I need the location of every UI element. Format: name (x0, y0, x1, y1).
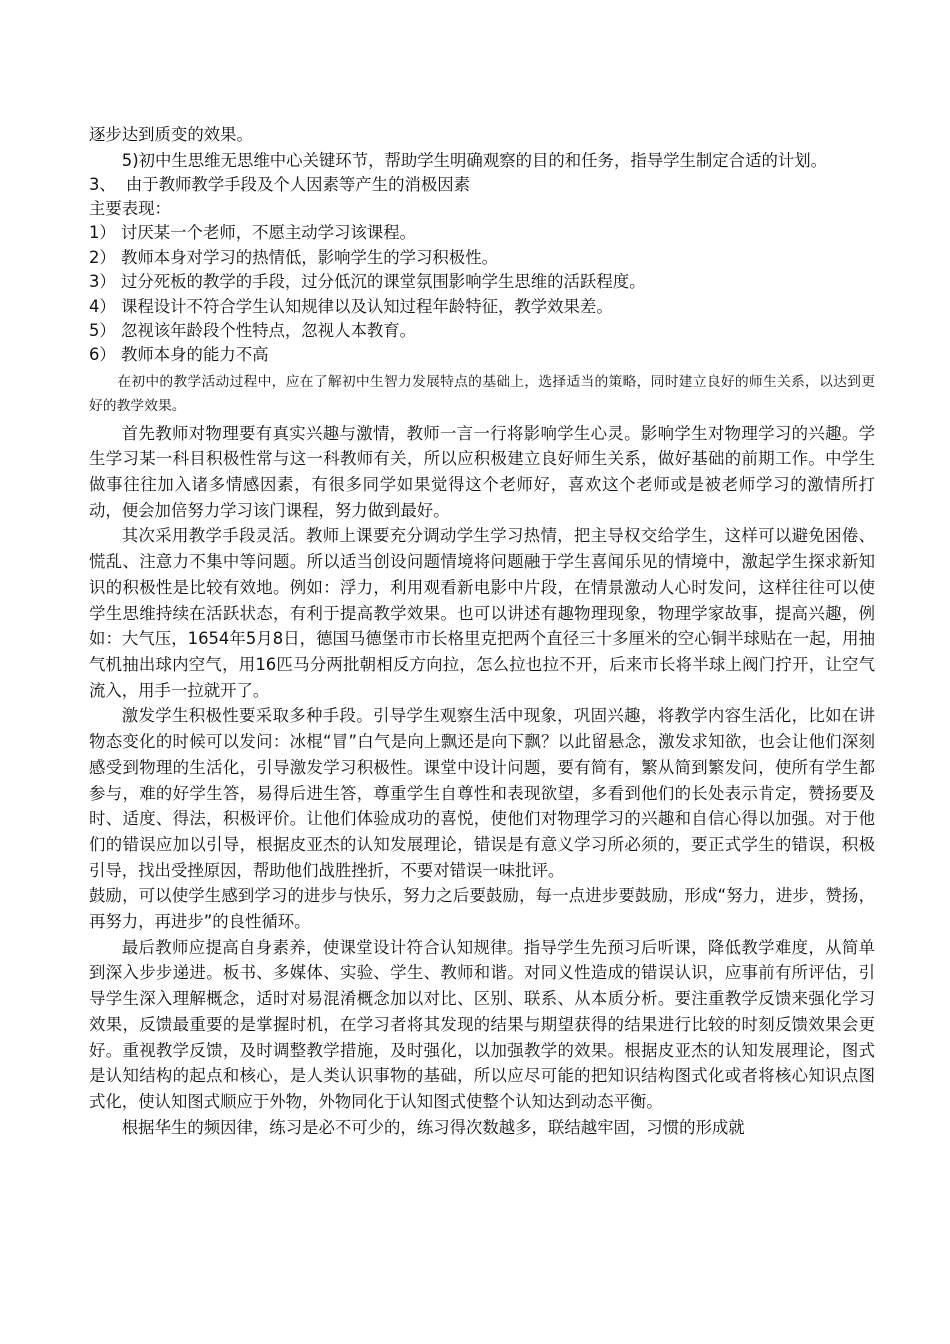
paragraph-last: 最后教师应提高自身素养，使课堂设计符合认知规律。指导学生先预习后听课，降低教学难度，从简单到深入步步递进。板书、多媒体、实验、学生、教师和谐。对同义性造成的错误认识，应事前有所评估，引导学生深入理解概念，适时对易混淆概念加以对比、区别、联系、从本质分析。要注重教学反馈来强化学习效果，反馈最重要的是掌握时机，在学习者将其发现的结果与期望获得的结果进行比较的时刻反馈效果会更好。重视教学反馈，及时调整教学措施，及时强化，以加强教学的效果。根据皮亚杰的认知发展理论，图式是认知结构的起点和核心，是人类认识事物的基础，所以应尽可能的把知识结构图式化或者将核心知识点图式化，使认知图式顺应于外物，外物同化于认知图式使整个认知达到动态平衡。 (89, 937, 875, 1111)
list-item-text: 课程设计不符合学生认知规律以及认知过程年龄特征，教学效果差。 (121, 296, 613, 316)
list-item-text: 忽视该年龄段个性特点，忽视人本教育。 (121, 321, 417, 341)
document-body (89, 122, 875, 1140)
section-heading (89, 173, 875, 197)
list-item-number: 3） (89, 272, 116, 292)
list-item (89, 221, 875, 245)
list-item-number: 5） (89, 321, 116, 341)
list-item (89, 270, 875, 294)
paragraph-point-5: 5)初中生思维无思维中心关键环节，帮助学生明确观察的目的和任务，指导学生制定合适的计划。 (121, 150, 828, 170)
section-number: 3、 (89, 175, 116, 195)
list-item-number: 4） (89, 296, 116, 316)
list-item-number: 2） (89, 247, 116, 267)
main-label: 主要表现： (89, 199, 171, 219)
paragraph-intro-small: 在初中的教学活动过程中，应在了解初中生智力发展特点的基础上，选择适当的策略，同时建立良好的师生关系，以达到更好的教学效果。 (89, 373, 875, 415)
list-item-number: 6） (89, 345, 116, 365)
list-item (89, 295, 875, 319)
list-item-number: 1） (89, 223, 116, 243)
list-item-text: 过分死板的教学的手段，过分低沉的课堂氛围影响学生思维的活跃程度。 (121, 272, 646, 292)
list-item (89, 246, 875, 270)
paragraph-encourage: 鼓励，可以使学生感到学习的进步与快乐，努力之后要鼓励，每一点进步要鼓励，形成“努力，进步，赞扬，再努力，再进步”的良性循环。 (89, 886, 875, 932)
paragraph-second: 其次采用教学手段灵活。教师上课要充分调动学生学习热情，把主导权交给学生，这样可以避免困倦、慌乱、注意力不集中等问题。所以适当创设问题情境将问题融于学生喜闻乐见的情境中，激起学生探求新知识的积极性是比较有效地。例如：浮力，利用观看新电影中片段，在情景激动人心时发问，这样往往可以使学生思维持续在活跃状态，有利于提高教学效果。也可以讲述有趣物理现象，物理学家故事，提高兴趣，例如：大气压，1654年5月8日，德国马德堡市市长格里克把两个直径三十多厘米的空心铜半球贴在一起，用抽气机抽出球内空气，用16匹马分两批朝相反方向拉，怎么拉也拉不开，后来市长将半球上阀门拧开，让空气流入，用手一拉就开了。 (89, 526, 875, 700)
paragraph-third: 激发学生积极性要采取多种手段。引导学生观察生活中现象，巩固兴趣，将教学内容生活化，比如在讲物态变化的时候可以发问：冰棍“冒”白气是向上飘还是向下飘？以此留悬念，激发求知欲，也会让他们深刻感受到物理的生活化，引导激发学习积极性。课堂中设计问题，要有简有，繁从简到繁发问，使所有学生都参与，难的好学生答，易得后进生答，尊重学生自尊性和表现欲望，多看到他们的长处表示肯定，赞扬要及时、适度、得法，积极评价。让他们体验成功的喜悦，使他们对物理学习的兴趣和自信心得以加强。对于他们的错误应加以引导，根据皮亚杰的认知发展理论，错误是有意义学习所必须的，要正式学生的错误，积极引导，找出受挫原因，帮助他们战胜挫折，不要对错误一味批评。 (89, 706, 875, 880)
list-item-text: 讨厌某一个老师，不愿主动学习该课程。 (121, 223, 417, 243)
list-item-text: 教师本身对学习的热情低，影响学生的学习积极性。 (121, 247, 498, 267)
section-title: 由于教师教学手段及个人因素等产生的消极因素 (125, 175, 471, 195)
list-item (89, 319, 875, 343)
list-item-text: 教师本身的能力不高 (121, 345, 269, 365)
list-item (89, 343, 875, 367)
paragraph-continuation: 逐步达到质变的效果。 (89, 125, 253, 144)
manifestation-list (89, 221, 875, 367)
paragraph-first: 首先教师对物理要有真实兴趣与激情，教师一言一行将影响学生心灵。影响学生对物理学习的兴趣。学生学习某一科目积极性常与这一科教师有关，所以应积极建立良好师生关系，做好基础的前期工作。中学生做事往往加入诸多情感因素，有很多同学如果觉得这个老师好，喜欢这个老师或是被老师学习的激情所打动，便会加倍努力学习该门课程，努力做到最好。 (89, 423, 875, 520)
paragraph-final: 根据华生的频因律，练习是必不可少的，练习得次数越多，联结越牢固，习惯的形成就 (121, 1117, 745, 1137)
